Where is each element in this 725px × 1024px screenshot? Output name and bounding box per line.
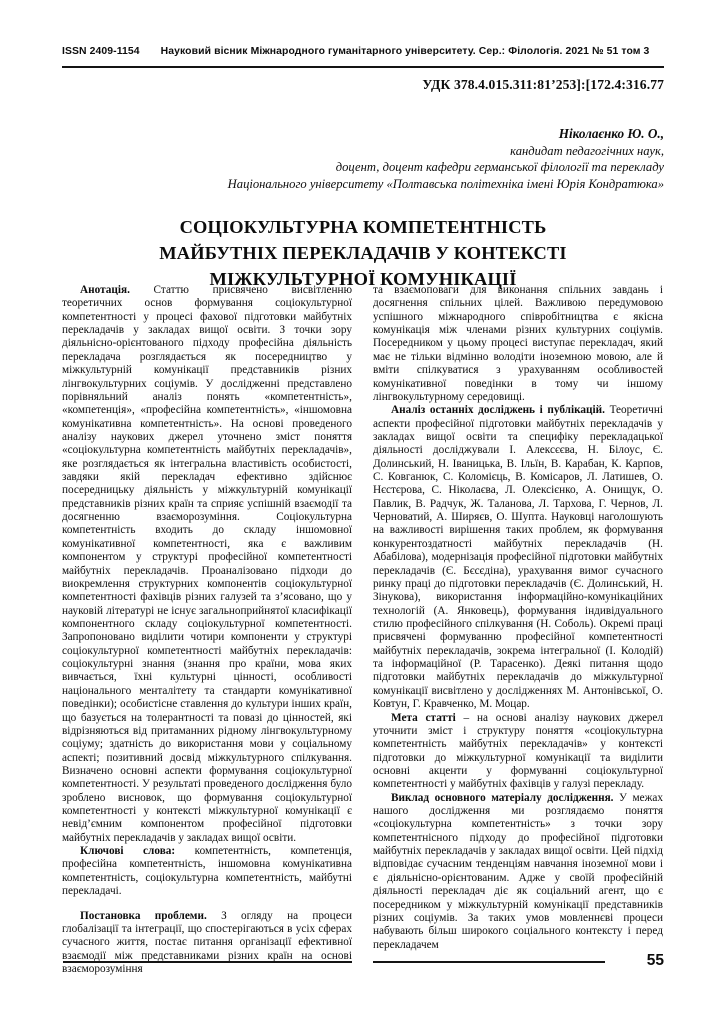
analysis-label: Аналіз останніх досліджень і публікацій. xyxy=(391,404,605,417)
header-divider xyxy=(62,66,664,68)
article-title-line-2: МАЙБУТНІХ ПЕРЕКЛАДАЧІВ У КОНТЕКСТІ xyxy=(159,242,567,263)
author-name: Ніколаєнко Ю. О., xyxy=(558,126,664,141)
right-column xyxy=(373,284,663,976)
author-affiliation: Національного університету «Полтавська політехніка імені Юрія Кондратюка» xyxy=(227,176,664,191)
left-column xyxy=(62,284,352,976)
keywords-paragraph xyxy=(62,845,352,898)
article-title-line-1: СОЦІОКУЛЬТУРНА КОМПЕТЕНТНІСТЬ xyxy=(179,217,547,238)
problem-statement-paragraph xyxy=(62,910,352,977)
main-body-text: У межах нашого дослідження ми розглядаємо поняття «соціокультурна компетентність» з точки зору компетентнісного підходу до професійної підготовки майбутніх перекладачів у закладах вищої освіти. Цей підхід відповідає сучасним тенденціям навчання іноземної мови і є діяльнісно-орієнтованим. Адже у своїй професійній діяльності перекладач діє як соціальний агент, що є посередником у міжкультурній комунікації представників різних соціумів. За таких умов мовленнєві процеси набувають більш широкого соціального контексту і перед перекладачем xyxy=(373,791,663,951)
author-position: доцент, доцент кафедри германської філології та перекладу xyxy=(335,160,664,175)
main-body-label: Виклад основного матеріалу дослідження. xyxy=(391,791,614,804)
footer-divider-right xyxy=(373,961,605,963)
keywords-label: Ключові слова: xyxy=(80,845,176,858)
problem-statement-text: З огляду на процеси глобалізації та інтеграції, що спостерігаються в усіх сферах сучасного життя, постає питання організації ефективної взаємодії між представниками різних країн на основі взаєморозуміння xyxy=(62,909,352,975)
continuation-paragraph: та взаємоповаги для виконання спільних завдань і досягнення спільних цілей. Важливою передумовою успішного міжнародного співробітництва є якісна комунікація між членами різних культурних соціумів. Посередником у цьому процесі виступає перекладач, який має не тільки відмінно володіти іноземною мовою, але й вміти спілкуватися з урахуванням особливостей комунікативної поведінки в тому чи іншому лінгвокультурному середовищі. xyxy=(373,284,663,403)
main-body-paragraph xyxy=(373,792,663,952)
analysis-paragraph xyxy=(373,404,663,711)
running-head xyxy=(62,46,664,57)
issn-text: ISSN 2409-1154 xyxy=(62,46,140,57)
author-block xyxy=(64,126,664,192)
footer-divider-left xyxy=(63,961,352,963)
analysis-text: Теоретичні аспекти професійної підготовки майбутніх перекладачів у закладах вищої освіти та специфіку перекладацької діяльності досліджували І. Алексєєва, Н. Білоус, Є. Долинський, Н. Іваницька, В. Ільїн, В. Карабан, К. Карпов, С. Ковганюк, С. Коломієць, В. Комісаров, Л. Латишев, О. Нєстєрова, С. Ніколаєва, Л. Олексієнко, А. Онищук, О. Павлик, В. Радчук, Ж. Таланова, Л. Тархова, Г. Чернов, Л. Черноватий, А. Ширяєв, О. Шупта. Науковці наголошують на важливості вирішення таких проблем, як формування конкурентоздатності майбутніх перекладачів (Н. Абабілова), модернізація професійної підготовки майбутніх перекладачів (Є. Бєсєдіна), урахування вимог сучасного ринку праці до підготовки перекладачів (Є. Долинський, Н. Зінукова), використання інформаційно-комунікаційних технологій (А. Янковець), формування індивідуального стилю професійного спілкування (Н. Соболь). Окремі праці присвячені формуванню професійної компетентності майбутніх перекладачів, зокрема інтегральної (І. Колодій) та інформаційної (Р. Тарасенко). Деякі питання щодо підготовки майбутніх перекладачів до міжкультурної комунікації висвітлено у дослідженнях М. Антонівської, О. Ковтун, Г. Кравченко, М. Моцар. xyxy=(373,404,663,711)
abstract-label: Анотація. xyxy=(80,284,130,296)
aim-label: Мета статті xyxy=(391,711,456,724)
abstract-paragraph xyxy=(62,284,352,845)
author-degree: кандидат педагогічних наук, xyxy=(510,143,664,158)
abstract-text: Статтю присвячено висвітленню теоретичних основ формування соціокультурної компетентності у процесі фахової підготовки майбутніх перекладачів у закладах вищої освіти. З точки зору діяльнісно-орієнтованого підходу професійна діяльність перекладача розглядається як посередництво у міжкультурній комунікації представників різних лінгвокультурних соціумів. У дослідженні представлено порівняльний аналіз понять «компетентність», «компетенція», «професійна компетентність», «іншомовна комунікативна компетентність». На основі проведеного аналізу наукових джерел уточнено зміст поняття «соціокультурна компетентність майбутніх перекладачів», яке розглядається як інтегральна властивість особистості, завдяки якій перекладач ефективно здійснює посередницьку діяльність у міжкультурній комунікації представників різних країн та сприяє успішній взаємодії та досягненню взаєморозуміння. Соціокультурна компетентність входить до складу іншомовної комунікативної компетентності, яка є важливим компонентом у структурі професійної компетентності майбутніх перекладачів. Проаналізовано підходи до виокремлення структурних компонентів соціокультурної компетентності фахівців різних галузей та з’ясовано, що у науковій літературі не існує загальноприйнятої класифікації компонентного складу соціокультурної компетентності. Запропоновано виділити чотири компоненти у структурі соціокультурної компетентності майбутніх перекладачів: соціокультурні знання (знання про країни, мова яких вивчається, їхні культурні цінності, особливості національного менталітету та стандарти комунікативної поведінки); особистісне ставлення до культури інших країн, що базується на толерантності та повазі до цінностей, які відрізняються від притаманних рідному лінгвокультурному соціуму; здатність до використання мови у соціальному аспекті; позитивний досвід міжкультурного спілкування. Визначено основні аспекти формування соціокультурної компетентності. У результаті проведеного дослідження було зроблено висновок, що формування соціокультурної компетентності у контексті міжкультурної комунікації є невід’ємним компонентом професійної підготовки майбутніх перекладачів у закладах вищої освіти. xyxy=(62,284,352,844)
udc-code: УДК 378.4.015.311:81’253]:[172.4:316.77 xyxy=(422,77,664,92)
keywords-text: компетентність, компетенція, професійна компетентність, іншомовна комунікативна компетентність, соціокультурна компетентність, майбутні перекладачі. xyxy=(62,845,352,898)
page-number: 55 xyxy=(646,952,664,969)
body-columns xyxy=(62,284,664,976)
aim-paragraph xyxy=(373,712,663,792)
aim-text: – на основі аналізу наукових джерел уточнити зміст і структуру поняття «соціокультурна компетентність майбутніх перекладачів» у контексті підготовки до міжкультурної комунікації та виділити основні акценти у формуванні соціокультурної компетентності у майбутніх фахівців у галузі перекладу. xyxy=(373,711,663,791)
article-title-line-3: МІЖКУЛЬТУРНОЇ КОМУНІКАЦІЇ xyxy=(209,268,517,289)
journal-title-text: Науковий вісник Міжнародного гуманітарного університету. Сер.: Філологія. 2021 № 51 том 3 xyxy=(160,46,650,57)
problem-statement-label: Постановка проблеми. xyxy=(80,909,207,922)
article-title xyxy=(62,215,664,292)
